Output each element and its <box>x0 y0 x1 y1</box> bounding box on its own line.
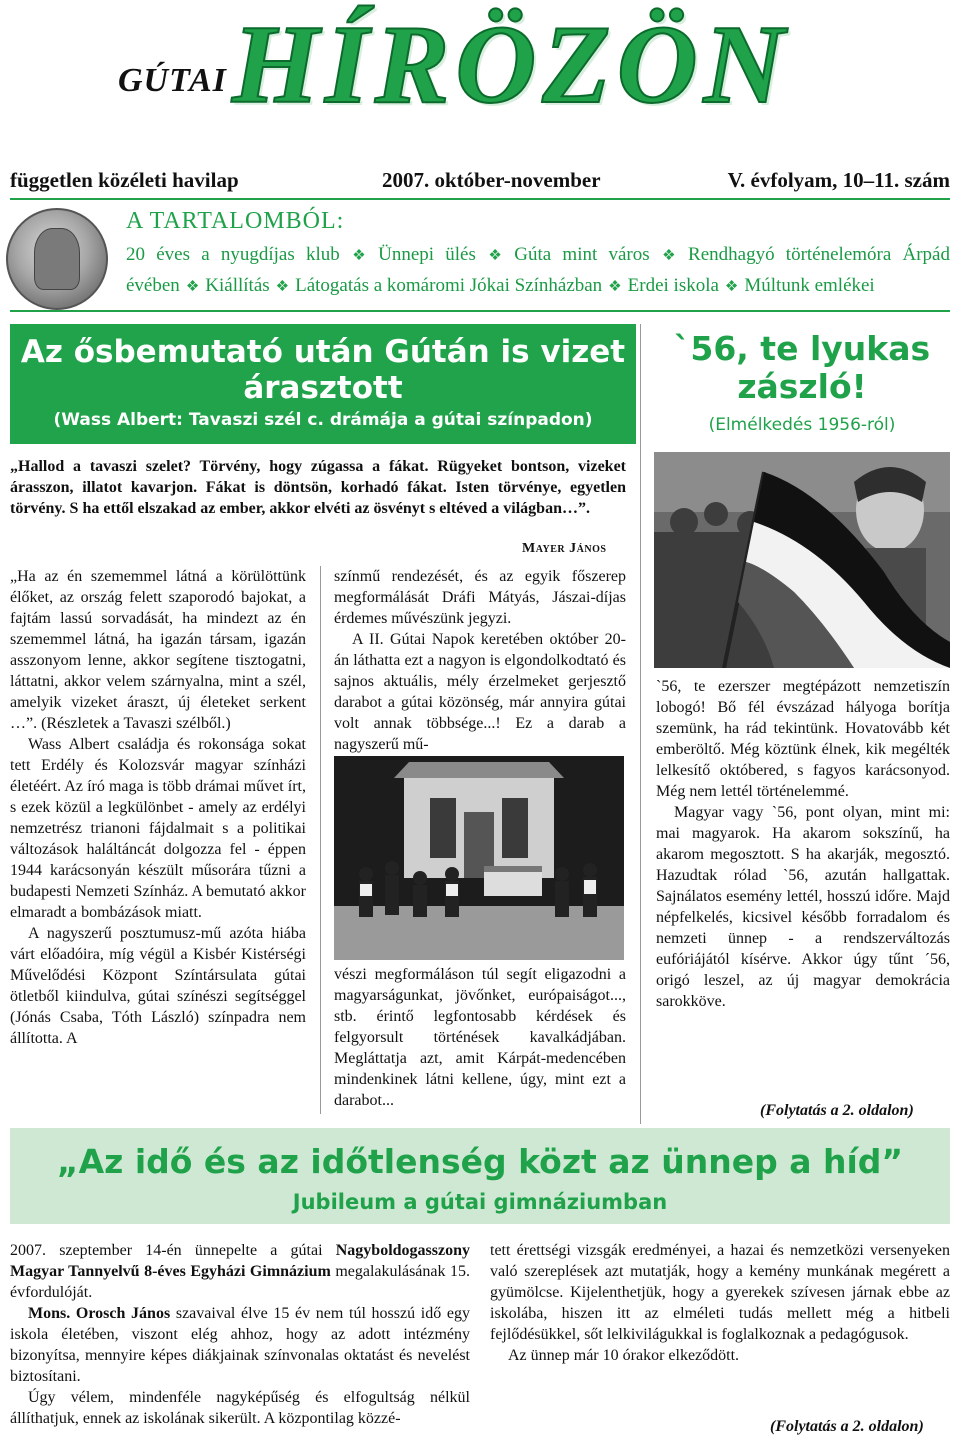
article2-subtitle: Jubileum a gútai gimnáziumban <box>292 1190 668 1214</box>
contents-title: A TARTALOMBÓL: <box>126 208 345 234</box>
article2-column-1 <box>10 1240 470 1429</box>
masthead-volume: V. évfolyam, 10–11. szám <box>727 168 950 192</box>
sidebar-title[interactable]: `56, te lyukas zászló! <box>673 329 931 406</box>
town-seal-icon <box>6 208 108 310</box>
contents-item[interactable]: Múltunk emlékei <box>744 275 875 296</box>
contents-item[interactable]: Látogatás a komáromi Jókai Színházban <box>295 275 603 296</box>
contents-item[interactable]: Erdei iskola <box>627 275 719 296</box>
masthead-logo: HÍRÖZÖN <box>232 3 791 127</box>
article1-column-1 <box>10 566 306 1049</box>
article2-paragraph: tett érettségi vizsgák eredményei, a hazai és nemzetközi versenyeken való szereplések azt mutatják, hogy a kemény munkának megérett a gyümölcse. Kijelenthetjük, hogy a gyerekek szívesen járnak ebbe az iskolába, hiszen itt az elméleti tudás mellett még a hitbeli fejlődésükkel, sőt lelkivilágukkal is foglalkoznak a pedagógusok. <box>490 1242 950 1343</box>
masthead-kicker: GÚTAI <box>118 62 227 99</box>
masthead-date: 2007. október-november <box>382 168 601 192</box>
contents-rule <box>10 310 950 312</box>
separator-icon: ❖ <box>275 279 290 295</box>
article2-title[interactable]: „Az idő és az időtlenség közt az ünnep a híd” <box>56 1142 904 1181</box>
article2-school-name: Nagyboldogasszony Magyar Tannyelvű 8-éves Egyházi Gimnázium <box>10 1242 470 1280</box>
article1-paragraph: „Ha az én szememmel látná a körülöttünk élőket, az ország felett szaporodó bajokat, a fajtám lassú sorvadását, ha mindezt az én szememmel látná, ha igazán társam, igazán asszonyom lenne, akkor segítene tisztogatni, láttatni, akkor velem szárnyalna, mint a szél, amelyik vizeket áraszt, új életeket serkent …”. (Részletek a Tavaszi szélből.) <box>10 568 306 732</box>
separator-icon: ❖ <box>608 279 622 295</box>
sidebar-divider <box>640 324 641 1124</box>
article1-paragraph: Wass Albert családja és rokonsága sokat tett Erdély és Kolozsvár magyar színházi életéért. Az író maga is több drámai művet írt, s ezek közül a legkülönbet - amely az erdélyi nemzetrész trianoni fájdalmait s a politikai változások haláltáncát dolgozza fel - éppen 1944 karácsonyán készült műsorára tűzni a budapesti Nemzeti Színház. A bemutató akkor elmaradt a bombázások miatt. <box>10 736 306 921</box>
contents-item[interactable]: Rendhagyó történelemóra Árpád évében <box>126 244 950 296</box>
article1-paragraph: A nagyszerű posztumusz-mű azóta hiába várt előadóira, míg végül a Kisbér Kistérségi Művelődési Központ Színtársulata gútai ötletből kiindulva, gútai színészi segítséggel (Jónás Csaba, Tóth László) színpadra nem állította. A <box>10 925 306 1047</box>
separator-icon: ❖ <box>481 248 509 264</box>
top-rule <box>10 198 950 200</box>
article2-paragraph <box>10 1303 470 1387</box>
sidebar-continued-link[interactable]: (Folytatás a 2. oldalon) <box>760 1102 914 1119</box>
article1-paragraph: vészi megformáláson túl segít eligazodni a magyarságunkat, jövőnket, európaiságot..., stb. érintő legfontosabb kérdések és felgyorsult történések kavalkádjában. Megláttatja azt, amit Kárpát-medencében mindenkinek látni kellene, úgy, mint ezt a darabot... <box>334 966 626 1109</box>
separator-icon: ❖ <box>655 248 683 264</box>
contents-item[interactable]: 20 éves a nyugdíjas klub <box>126 244 340 265</box>
masthead-meta-row <box>10 168 950 194</box>
separator-icon: ❖ <box>345 248 373 264</box>
article1-byline: Mayer János <box>522 541 607 556</box>
article1-paragraph: színmű rendezését, és az egyik főszerep megformálását Dráfi Mátyás, Jászai-díjas érdemes művészünk jegyzi. <box>334 568 626 627</box>
contents-item[interactable]: Gúta mint város <box>514 244 650 265</box>
sidebar-paragraph: Magyar vagy `56, pont olyan, mint mi: mai magyarok. Ha akarom sokszínű, ha akarom megosztott. S ha akarják, megosztó. Hazudtak rólad `56, azután hallgattak. Sajnálatos esemény lettél, hosszú időre. Majd népfelkelés, kicsivel később forradalom és nemzeti ünnep - a rendszerváltozás eufóriájától kísérve. Akkor úgy tűnt ´56, origó leszel, az új magyar demokrácia sarokköve. <box>656 804 950 1010</box>
article1-subtitle: (Wass Albert: Tavaszi szél c. drámája a gútai színpadon) <box>53 410 593 430</box>
separator-icon: ❖ <box>185 279 200 295</box>
column-divider <box>320 566 321 1114</box>
article2-text: szavaival élve 15 év nem túl hosszú idő egy iskola életében, viszont elég ahhoz, hogy az adott intézmény bizonyítsa, mennyire képes diákjainak színvonalas oktatást és nevelést biztosítani. <box>10 1305 470 1385</box>
article2-continued-link[interactable]: (Folytatás a 2. oldalon) <box>770 1418 924 1435</box>
article1-paragraph: A II. Gútai Napok keretében október 20-án láthatta ezt a nagyon is elgondolkodtató és sajnos aktuális, mély érzelmeket gerjesztő darabot a gútai közönség, már annyira gútai volt annak többsége...! Ez a darab a nagyszerű mű- <box>334 631 626 753</box>
contents-item[interactable]: Kiállítás <box>205 275 270 296</box>
article1-column-2-continued <box>334 964 626 1111</box>
article1-header <box>10 324 636 444</box>
article1-column-2 <box>334 566 626 755</box>
sidebar-subtitle: (Elmélkedés 1956-ról) <box>708 415 896 435</box>
separator-icon: ❖ <box>724 279 739 295</box>
article2-text: megalakulásának 15. évfordulóját. <box>10 1263 470 1301</box>
article2-paragraph: Úgy vélem, mindenféle nagyképűség és elfogultság nélkül állíthatjuk, ennek az iskolának sikerült. A központilag közzé- <box>10 1389 470 1427</box>
article2-header <box>10 1128 950 1224</box>
revolution-flag-photo <box>654 452 950 668</box>
contents-item[interactable]: Ünnepi ülés <box>378 244 476 265</box>
masthead-tagline: független közéleti havilap <box>10 168 239 192</box>
article1-title[interactable]: Az ősbemutató után Gútán is vizet árasztott <box>20 334 626 406</box>
article1-lead: „Hallod a tavaszi szelet? Törvény, hogy zúgassa a fákat. Rügyeket bontson, vizeket árasszon, illatot kavarjon. Fákat is döntsön, korhadó fákat. Isten törvénye, egyetlen törvény. S ha ettől elszakad az ember, akkor elvéti az ösvényt s eltéved a világban…”. <box>10 458 626 517</box>
article2-paragraph: Az ünnep már 10 órakor elkeződött. <box>508 1347 740 1364</box>
sidebar-paragraph: `56, te ezerszer megtépázott nemzetiszín lobogó! Bő fél évszázad hályoga borítja szemünk, ha rád tekintünk. Hovatovább két emberöltő. Még köztünk élnek, kik megélték lelkesítő októbered, s fagyos karácsonyod. Még nem lettél történelemmé. <box>656 678 950 800</box>
article2-paragraph <box>10 1240 470 1303</box>
contents-list <box>126 240 950 302</box>
sidebar-text <box>656 676 950 1012</box>
article2-person-name: Mons. Orosch János <box>28 1305 171 1322</box>
article2-text: 2007. szeptember 14-én ünnepelte a gútai <box>10 1242 336 1259</box>
stage-photo <box>334 756 624 960</box>
article2-column-2 <box>490 1240 950 1366</box>
